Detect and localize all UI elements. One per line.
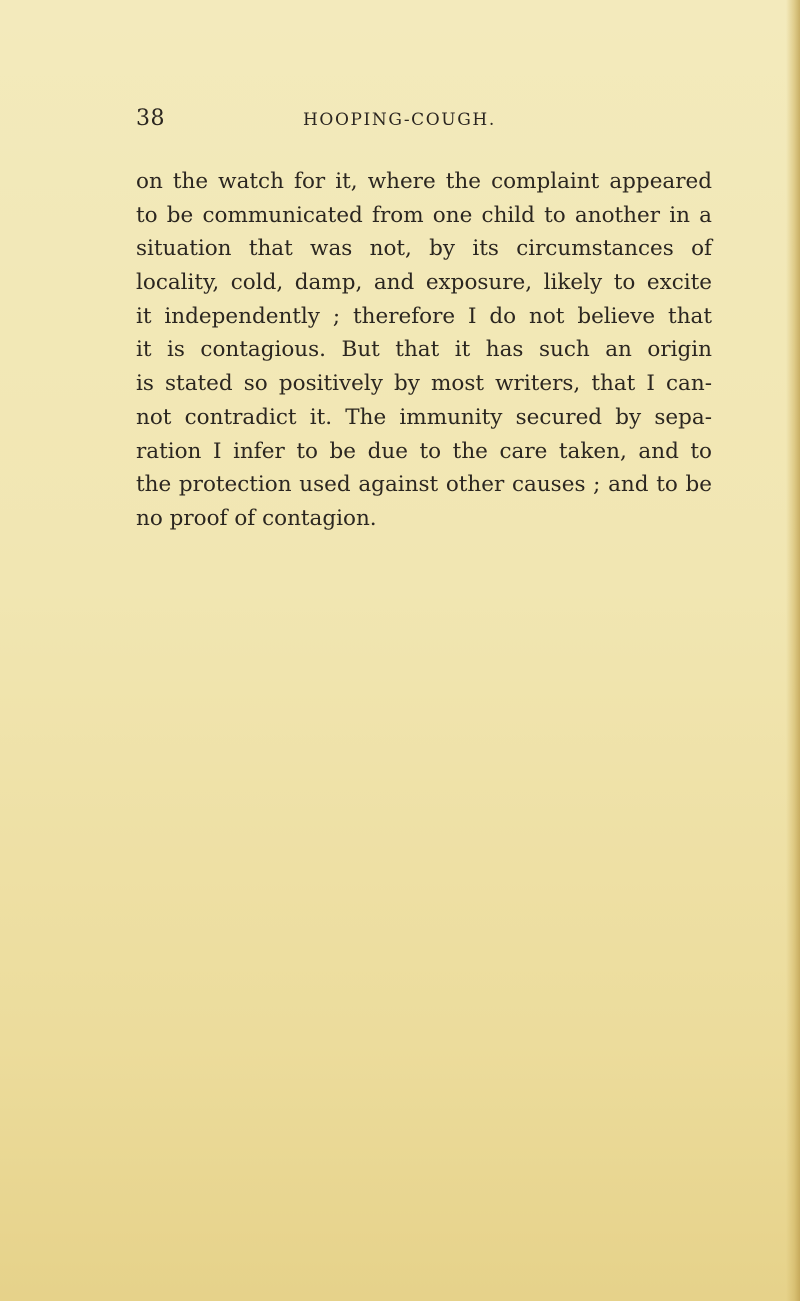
text-line: not contradict it. The immunity secured by sepa- bbox=[136, 404, 712, 430]
page-number: 38 bbox=[136, 106, 165, 131]
page-header bbox=[0, 106, 800, 136]
body-paragraph bbox=[136, 165, 712, 536]
text-line: ration I infer to be due to the care taken, and to bbox=[136, 438, 712, 464]
running-head: HOOPING-COUGH. bbox=[303, 110, 496, 130]
text-line: it independently ; therefore I do not believe that bbox=[136, 303, 712, 329]
text-line: is stated so positively by most writers, that I can- bbox=[136, 371, 712, 397]
text-line: situation that was not, by its circumstances of bbox=[136, 236, 712, 262]
text-line: it is contagious. But that it has such an origin bbox=[136, 337, 712, 363]
text-line: locality, cold, damp, and exposure, likely to excite bbox=[136, 270, 712, 296]
text-line: no proof of contagion. bbox=[136, 505, 377, 531]
text-line: on the watch for it, where the complaint appeared bbox=[136, 169, 712, 194]
text-line: to be communicated from one child to another in a bbox=[136, 202, 712, 228]
page-edge-shadow bbox=[786, 0, 800, 1301]
text-line: the protection used against other causes ; and to be bbox=[136, 472, 712, 498]
